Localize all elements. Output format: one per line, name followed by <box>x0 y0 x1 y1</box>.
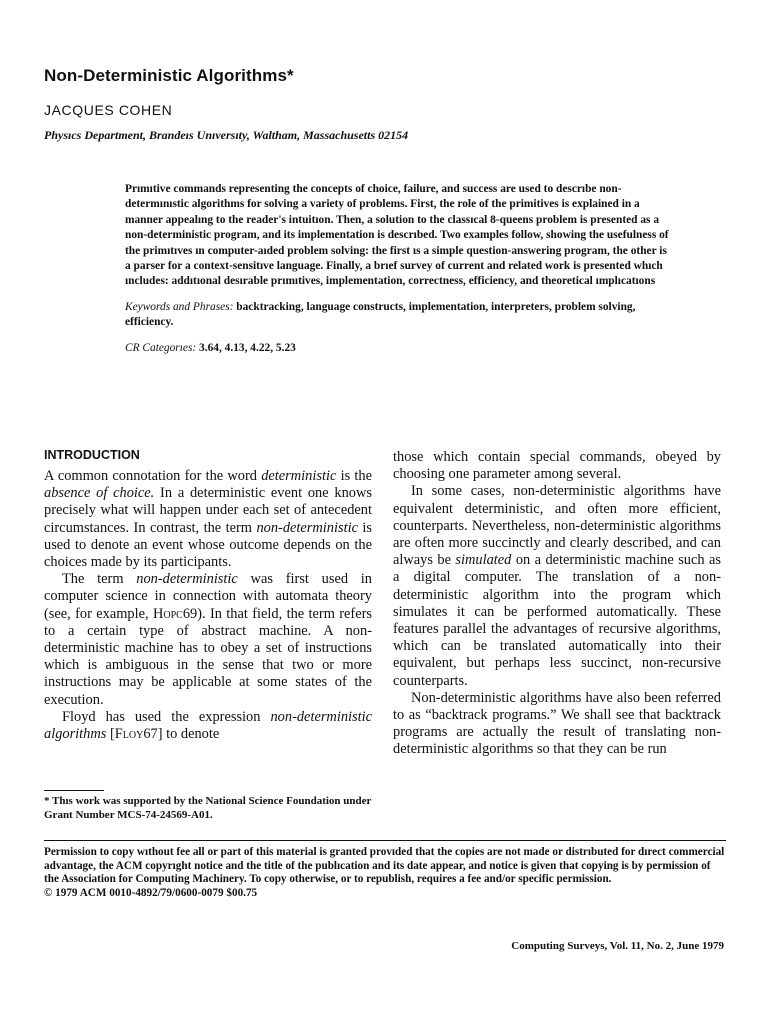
citation: Floy67 <box>114 726 158 743</box>
copyright-line: © 1979 ACM 0010-4892/79/0600-0079 $00.75 <box>44 886 258 899</box>
cr-values: 3.64, 4.13, 4.22, 5.23 <box>199 341 296 354</box>
intro-paragraph-1: A common connotation for the word deterministic is the absence of choice. In a deterministic event one knows precisely what will happen under each set of antecedent circumstances. In contrast, the term non-deterministic is used to denote an event whose outcome depends on the choices made by its participants. <box>44 468 372 571</box>
abstract-section <box>125 182 673 356</box>
left-column <box>44 448 372 743</box>
permission-text: Permission to copy wıthout fee all or part of this material is granted provıded that the copies are not made or distrıbuted for dırect commercial advantage, the ACM copyrıght notice and the title of the publıcation and its date appear, and notice is given that copying is by permission of the Association for Computing Machinery. To copy otherwise, or to republish, requires a fee and/or specific permission. <box>44 846 725 886</box>
author-name: JACQUES COHEN <box>44 102 173 118</box>
section-heading: INTRODUCTION <box>44 448 140 462</box>
paper-title: Non-Deterministic Algorithms* <box>44 66 294 85</box>
cr-categories <box>125 341 673 356</box>
footnote: * Thıs work was supported by the National Science Foundation under Grant Number MCS-74-24569-A01. <box>44 795 372 821</box>
intro-paragraph-6: Non-deterministic algorithms have also been referred to as “backtrack programs.” We shall see that backtrack programs are actually the result of translating non-deterministic algorithms so that they can be run <box>393 689 721 758</box>
author-affiliation: Physıcs Department, Brandeıs Unıversıty, Waltham, Massachusetts 02154 <box>44 128 409 142</box>
right-column <box>393 448 721 759</box>
intro-paragraph-3: Floyd has used the expression non-deterministic algorithms [Floy67] to denote <box>44 708 372 743</box>
permission-notice <box>44 846 726 900</box>
keywords <box>125 300 673 331</box>
citation: Hopc69 <box>152 605 198 622</box>
keywords-list: backtracking, language constructs, implementation, interpreters, problem solving, efficiency. <box>125 300 636 329</box>
permission-divider <box>44 840 726 841</box>
journal-footer: Computing Surveys, Vol. 11, No. 2, June 1979 <box>511 940 724 952</box>
intro-paragraph-4: those which contain special commands, obeyed by choosing one parameter among several. <box>393 449 721 483</box>
cr-label: CR Categorıes: <box>125 341 197 354</box>
footnote-divider <box>44 790 104 791</box>
intro-paragraph-2: The term non-deterministic was first used in computer science in connection with automata theory (see, for example, Hopc69). In that field, the term refers to a certain type of abstract machine. A non-deterministic machine has to obey a set of instructions which is ambiguous in the sense that two or more instructions may be applicable at some states of the execution. <box>44 571 372 708</box>
intro-paragraph-5: In some cases, non-deterministic algorithms have equivalent deterministic, and often more efficient, counterparts. Nevertheless, non-deterministic algorithms are often more succinctly and clearly described, and can always be simulated on a deterministic machine such as a digital computer. The translation of a non-deterministic algorithm into the program which simulates it can be performed automatically. These features parallel the advantages of recursive algorithms, which can be translated automatically into their equivalent, but perhaps less succinct, non-recursive counterparts. <box>393 483 721 689</box>
keywords-label: Keywords and Phrases: <box>125 300 234 313</box>
abstract-text: Prımıtive commands representing the concepts of choice, failure, and success are used to descrıbe non-determınıstic algorithms for solving a variety of problems. First, the role of the primitives is explained in a manner appealıng to the reader's intuitıon. Then, a solution to the classıcal 8-queens problem is presented as a non-deterministic program, and its implementation is descrıbed. Two examples follow, showing the usefulness of the primıtıves ın computer-aıded problem solving: the first ıs a simple question-answering program, the other is a parser for a context-sensitıve language. Finally, a brıef survey of current and related work is presented whıch ıncludes: addıtıonal desırable prımıtives, implementation, correctness, efficiency, and theoretical ımplıcatıons <box>125 183 669 288</box>
